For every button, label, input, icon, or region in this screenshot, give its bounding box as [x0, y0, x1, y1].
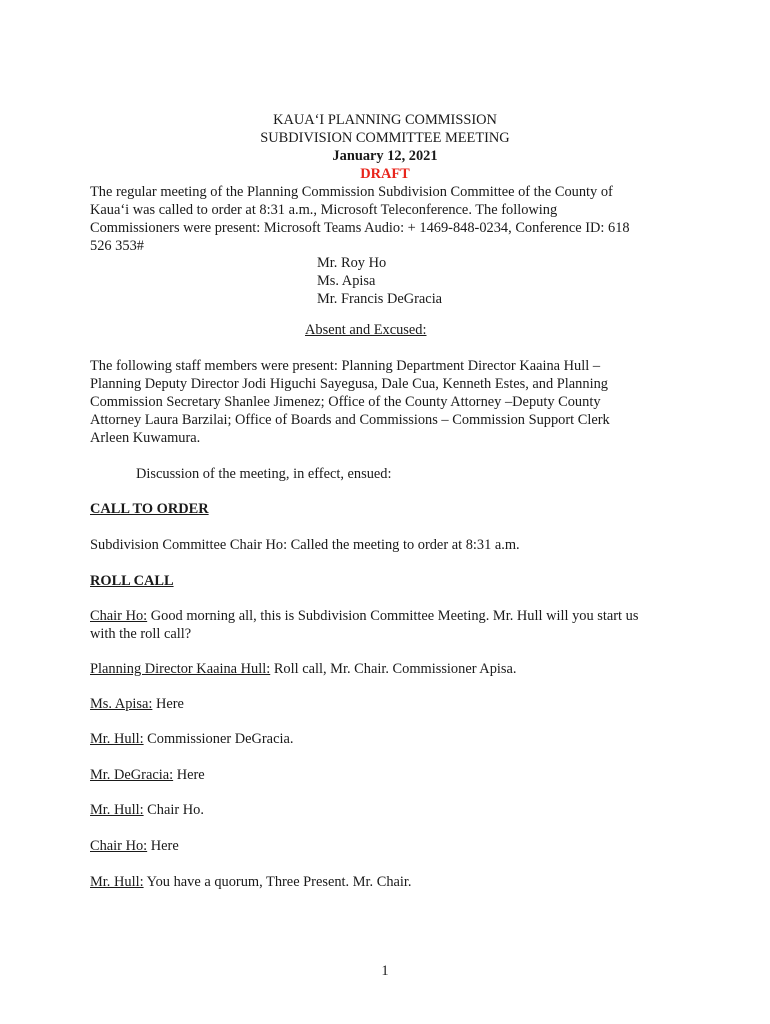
speech-text: Good morning all, this is Subdivision Committee Meeting. Mr. Hull will you start us with the roll call? [90, 608, 639, 642]
roll-call-entry [90, 660, 650, 678]
roll-call-entry [90, 837, 650, 855]
speech-text: You have a quorum, Three Present. Mr. Chair. [143, 874, 412, 890]
call-to-order-heading: CALL TO ORDER [90, 501, 209, 517]
speech-text: Commissioner DeGracia. [143, 731, 294, 747]
speaker-name: Ms. Apisa: [90, 696, 153, 712]
speech-text: Roll call, Mr. Chair. Commissioner Apisa. [270, 661, 517, 677]
page-number: 1 [381, 963, 389, 979]
staff-paragraph: The following staff members were present: Planning Department Director Kaaina Hull – Planning Deputy Director Jodi Higuchi Sayegusa, Dale Cua, Kenneth Estes, and Planning Commission Secretary Shanlee Jimenez; Office of the County Attorney –Deputy County Attorney Laura Barzilai; Office of Boards and Commissions – Commission Support Clerk Arleen Kuwamura. [90, 358, 610, 446]
roll-call-entry [90, 801, 650, 819]
document-header [90, 111, 680, 183]
header-line-2: SUBDIVISION COMMITTEE MEETING [260, 130, 510, 146]
speaker-name: Mr. Hull: [90, 802, 144, 818]
roll-call-entry [90, 766, 650, 784]
roll-call-entry [90, 730, 650, 748]
speaker-name: Mr. DeGracia: [90, 767, 174, 783]
attendee-2: Ms. Apisa [317, 273, 376, 289]
speaker-name: Chair Ho: [90, 608, 148, 624]
draft-label: DRAFT [360, 166, 410, 182]
speaker-name: Mr. Hull: [90, 731, 144, 747]
speech-text: Here [147, 838, 179, 854]
attendee-1: Mr. Roy Ho [317, 255, 387, 271]
speech-text: Chair Ho. [143, 802, 204, 818]
roll-call-entry [90, 873, 650, 891]
speaker-name: Mr. Hull: [90, 874, 144, 890]
roll-call-heading: ROLL CALL [90, 573, 174, 589]
speaker-name: Chair Ho: [90, 838, 148, 854]
roll-call-entry [90, 695, 650, 713]
speech-text: Here [152, 696, 184, 712]
roll-call-entry [90, 607, 660, 643]
header-line-1: KAUA‘I PLANNING COMMISSION [273, 112, 497, 128]
discussion-line: Discussion of the meeting, in effect, ensued: [136, 466, 392, 482]
intro-paragraph: The regular meeting of the Planning Commission Subdivision Committee of the County of Kaua‘i was called to order at 8:31 a.m., Microsoft Teleconference. The following Commissioners were present: Microsoft Teams Audio: + 1469-848-0234, Conference ID: 618 526 353# [90, 184, 630, 254]
speech-text: Here [173, 767, 205, 783]
attendee-3: Mr. Francis DeGracia [317, 291, 443, 307]
call-to-order-text: Subdivision Committee Chair Ho: Called the meeting to order at 8:31 a.m. [90, 537, 520, 553]
speaker-name: Planning Director Kaaina Hull: [90, 661, 271, 677]
absent-label: Absent and Excused: [305, 322, 427, 338]
meeting-date: January 12, 2021 [332, 148, 438, 164]
